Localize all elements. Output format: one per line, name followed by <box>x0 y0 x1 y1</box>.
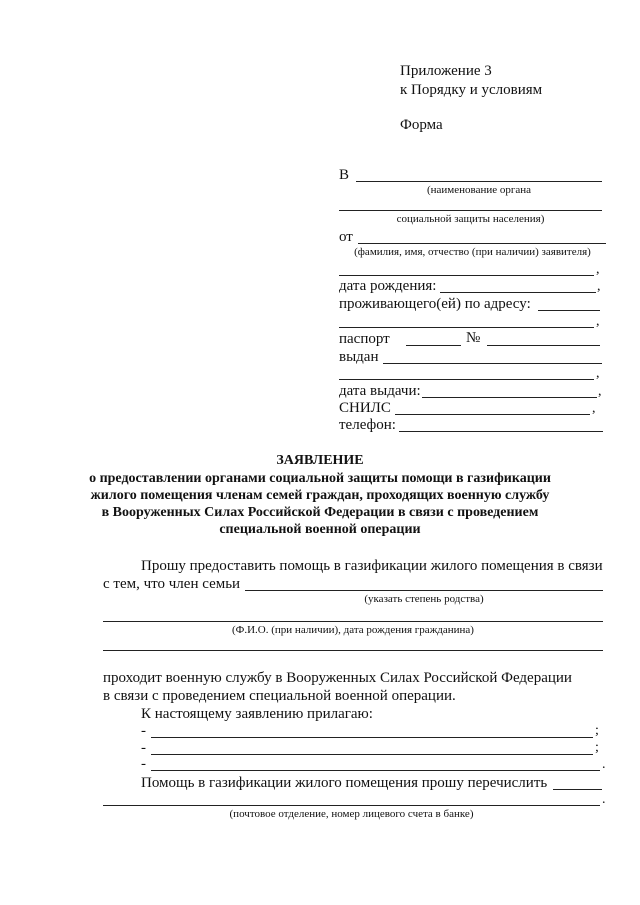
title-line-3: в Вооруженных Силах Российской Федерации в связи с проведением <box>101 505 539 520</box>
service-member-name-field-2[interactable] <box>103 650 603 651</box>
request-line-2: с тем, что член семьи <box>103 576 241 592</box>
organ-hint-2: социальной защиты населения) <box>396 213 545 225</box>
address-field-2[interactable] <box>339 327 594 328</box>
issue-date-label: дата выдачи: <box>339 383 421 399</box>
address-label: проживающего(ей) по адресу: <box>339 296 531 312</box>
title-line-1: о предоставлении органами социальной защиты помощи в газификации <box>89 471 551 486</box>
comma: , <box>597 279 601 294</box>
applicant-name-field[interactable] <box>358 243 606 244</box>
attachment-field-3[interactable] <box>151 770 600 771</box>
service-line-2: в связи с проведением специальной военной операции. <box>103 688 456 704</box>
attachment-field-1[interactable] <box>151 737 593 738</box>
period-1: . <box>602 757 606 772</box>
title-line-2: жилого помещения членам семей граждан, проходящих военную службу <box>90 488 550 503</box>
fio-hint: (Ф.И.О. (при наличии), дата рождения гражданина) <box>232 624 474 636</box>
snils-field[interactable] <box>395 414 590 415</box>
attachment-dash-3: - <box>141 756 146 772</box>
attachment-field-2[interactable] <box>151 754 593 755</box>
phone-field[interactable] <box>399 431 603 432</box>
semicolon-1: ; <box>595 723 599 738</box>
attachment-dash-2: - <box>141 740 146 756</box>
comma: , <box>596 262 600 277</box>
transfer-field[interactable] <box>553 789 602 790</box>
request-line-1: Прошу предоставить помощь в газификации жилого помещения в связи <box>141 558 603 574</box>
from-label: от <box>339 229 353 245</box>
issue-date-field[interactable] <box>422 397 597 398</box>
attachment-dash-1: - <box>141 723 146 739</box>
form-label: Форма <box>400 117 443 133</box>
appendix-to-label: к Порядку и условиям <box>400 82 543 98</box>
passport-number-field[interactable] <box>487 345 600 346</box>
bank-hint: (почтовое отделение, номер лицевого счета в банке) <box>229 808 474 820</box>
organ-hint-1: (наименование органа <box>426 184 532 196</box>
birth-date-field[interactable] <box>440 292 596 293</box>
applicant-name-field-2[interactable] <box>339 275 594 276</box>
passport-label: паспорт <box>339 331 390 347</box>
kinship-field[interactable] <box>245 590 603 591</box>
period-2: . <box>602 792 606 807</box>
comma: , <box>592 401 596 416</box>
issued-by-field[interactable] <box>383 363 602 364</box>
comma: , <box>598 384 602 399</box>
snils-label: СНИЛС <box>339 400 391 416</box>
appendix-label: Приложение 3 <box>400 63 492 79</box>
document-heading: ЗАЯВЛЕНИЕ <box>276 453 364 468</box>
passport-series-field[interactable] <box>406 345 461 346</box>
to-label: В <box>339 167 350 183</box>
issued-label: выдан <box>339 349 379 365</box>
organ-name-field-2[interactable] <box>339 210 602 211</box>
bank-details-field[interactable] <box>103 805 600 806</box>
transfer-label: Помощь в газификации жилого помещения прошу перечислить <box>141 775 548 791</box>
from-hint: (фамилия, имя, отчество (при наличии) заявителя) <box>354 246 591 258</box>
comma: , <box>596 314 600 329</box>
comma: , <box>596 366 600 381</box>
service-member-name-field[interactable] <box>103 621 603 622</box>
attachments-label: К настоящему заявлению прилагаю: <box>141 706 373 722</box>
number-label: № <box>466 330 481 346</box>
kinship-hint: (указать степень родства) <box>364 593 484 605</box>
service-line-1: проходит военную службу в Вооруженных Силах Российской Федерации <box>103 670 572 686</box>
semicolon-2: ; <box>595 740 599 755</box>
title-line-4: специальной военной операции <box>219 522 421 537</box>
organ-name-field[interactable] <box>356 181 602 182</box>
issued-by-field-2[interactable] <box>339 379 594 380</box>
address-field[interactable] <box>538 310 600 311</box>
phone-label: телефон: <box>339 417 396 433</box>
birth-date-label: дата рождения: <box>339 278 437 294</box>
